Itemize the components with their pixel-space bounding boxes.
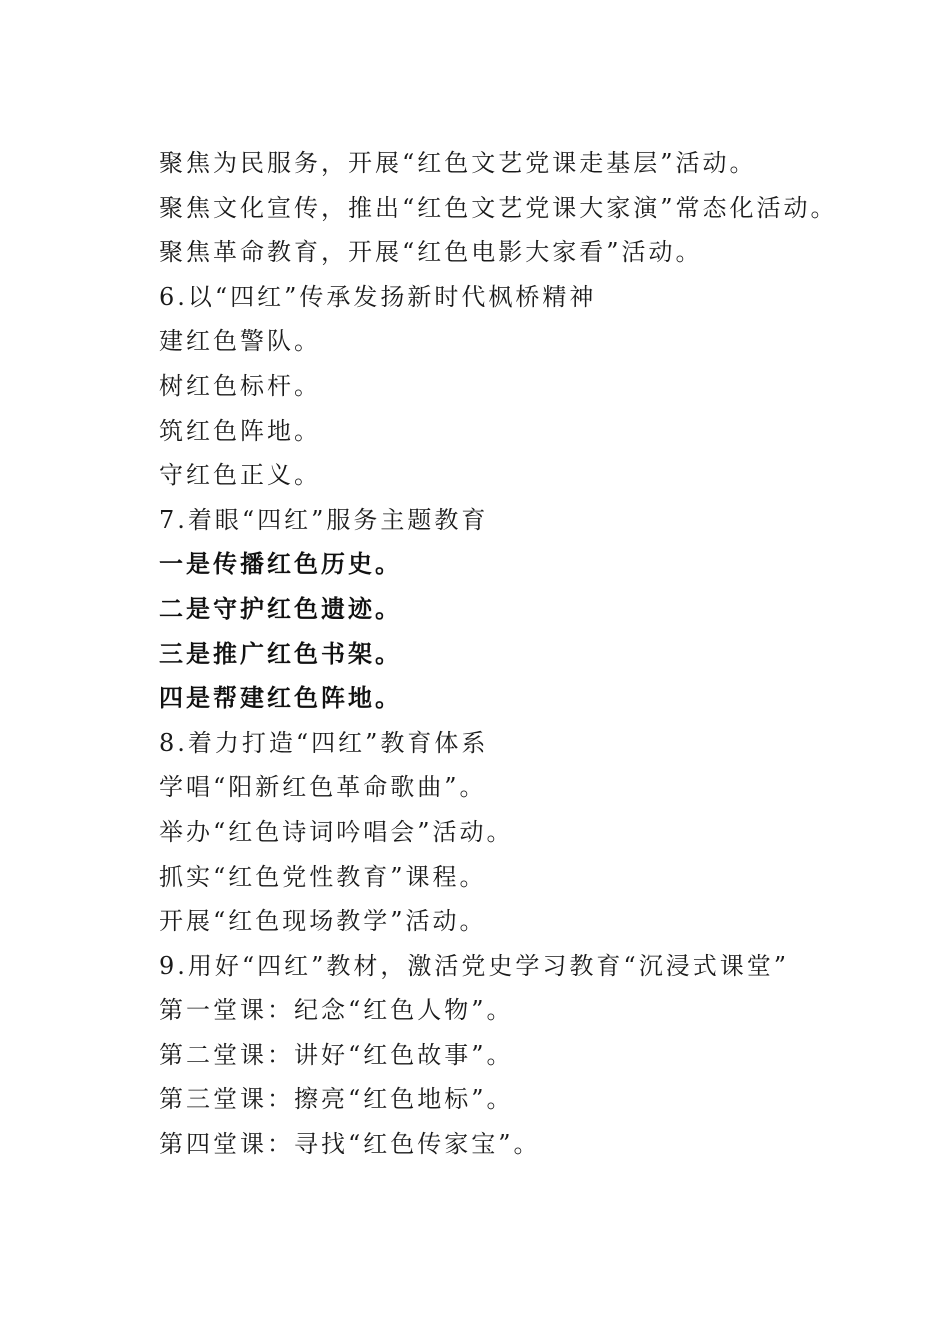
text-line: 第一堂课：纪念“红色人物”。 — [159, 996, 514, 1025]
text-line: 守红色正义。 — [159, 461, 321, 490]
text-line: 一是传播红色历史。 — [159, 549, 402, 579]
text-line: 建红色警队。 — [159, 327, 321, 356]
text-line: 第二堂课：讲好“红色故事”。 — [159, 1040, 514, 1069]
text-line: 聚焦革命教育，开展“红色电影大家看”活动。 — [159, 238, 703, 267]
section-heading: 8.着力打造“四红”教育体系 — [159, 728, 489, 757]
section-heading: 9.用好“四红”教材，激活党史学习教育“沉浸式课堂” — [159, 951, 789, 980]
document-body — [159, 141, 859, 1167]
text-line: 举办“红色诗词吟唱会”活动。 — [159, 817, 514, 846]
text-line: 聚焦为民服务，开展“红色文艺党课走基层”活动。 — [159, 149, 757, 177]
text-line: 二是守护红色遗迹。 — [159, 593, 402, 623]
text-line: 第四堂课：寻找“红色传家宝”。 — [159, 1130, 541, 1159]
text-line: 学唱“阳新红色革命歌曲”。 — [159, 773, 487, 802]
text-line: 开展“红色现场教学”活动。 — [159, 907, 487, 936]
text-line: 三是推广红色书架。 — [159, 638, 402, 668]
section-heading: 7.着眼“四红”服务主题教育 — [159, 505, 489, 534]
section-heading: 6.以“四红”传承发扬新时代枫桥精神 — [159, 282, 597, 311]
text-line: 树红色标杆。 — [159, 371, 321, 400]
text-line: 聚焦文化宣传，推出“红色文艺党课大家演”常态化活动。 — [159, 193, 838, 222]
text-line: 抓实“红色党性教育”课程。 — [159, 862, 487, 891]
text-line: 第三堂课：擦亮“红色地标”。 — [159, 1085, 514, 1114]
text-line: 四是帮建红色阵地。 — [159, 683, 402, 713]
text-line: 筑红色阵地。 — [159, 416, 321, 445]
